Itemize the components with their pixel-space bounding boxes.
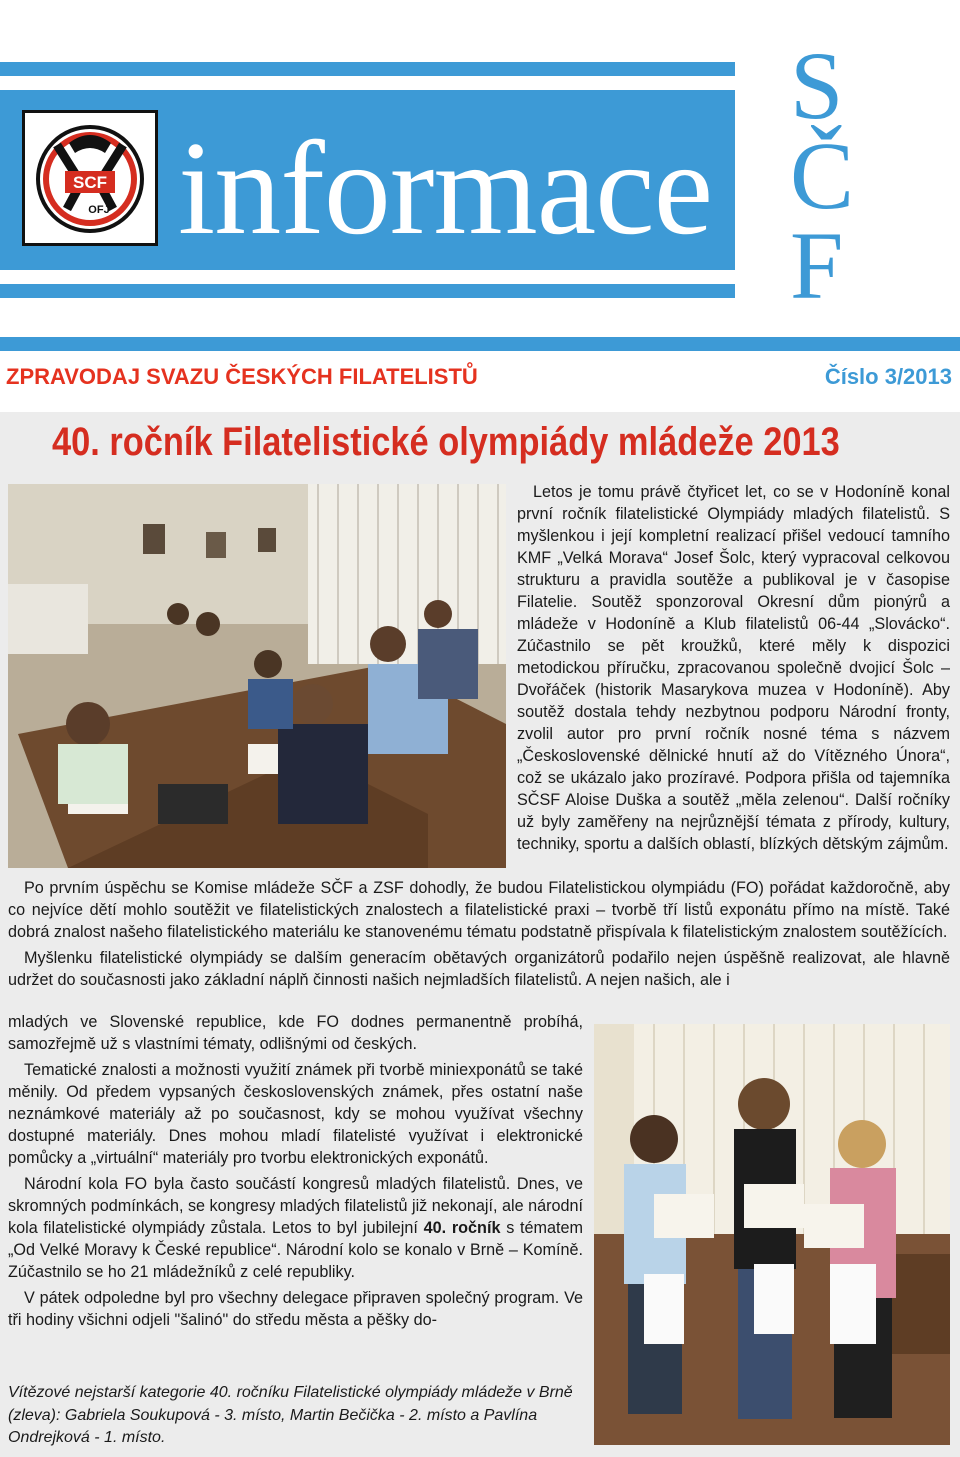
paragraph-5-text-after: s tématem „Od Velké Moravy k České republice“. Národní kolo se konalo v Brně – Komíně. Zúčastnilo se ho 21 mládežníků z celé republiky. bbox=[8, 1219, 583, 1281]
side-letter-c: Č bbox=[790, 122, 855, 229]
svg-text:SCF: SCF bbox=[73, 173, 107, 192]
intro-text: Letos je tomu právě čtyřicet let, co se v Hodoníně konal první ročník filatelistické Olympiády mladých filatelistů. S myšlenkou i její kompletní realizací přišel vedoucí tamního KMF „Velká Morava“ Josef Šolc, který vypracoval celkovou strukturu a pravidla soutěže a publikoval je v časopise Filatelie. Soutěž sponzoroval Okresní dům pionýrů a mládeže v Hodoníně a Klub filatelistů 06-44 „Slovácko“. Zúčastnilo se pět kroužků, které měly k dispozici metodickou příručku, zpracovanou společně dvojicí Šolc – Dvořáček (historik Masarykova muzea v Hodoníně). Aby soutěž dostala tehdy nezbytnou podporu Národní fronty, zvolil autor pro první ročník nosné téma s názvem „Československé dělnické hnutí až do Vítězného Února“, což se ukázalo jako prozíravé. Podpora přišla od tajemníka SČSF Aloise Duška a soutěž „měla zelenou“. Další ročníky už byly zaměřeny na nejrůznější témata z přírody, kultury, techniky, sportu a dalších oblastí, blízkých dětským zájmům. bbox=[517, 483, 950, 853]
paragraph-2: Po prvním úspěchu se Komise mládeže SČF a ZSF dohodly, že budou Filatelistickou olympiádu (FO) pořádat každoročně, aby co nejvíce dětí mohlo soutěžit ve filatelistických znalostech a filatelistické praxi – tvorbě tří listů exponátu přímo na místě. Také dobrá znalost našeho filatelistického materiálu ke stanovenému tématu podstatně přispívala k filatelistickým znalostem soutěžících. bbox=[8, 879, 950, 941]
article-body-full bbox=[8, 877, 950, 991]
article-body-left-column bbox=[8, 1011, 583, 1331]
photo-caption: Vítězové nejstarší kategorie 40. ročníku Filatelistické olympiády mládeže v Brně (zleva): Gabriela Soukupová - 3. místo, Martin Bečička - 2. místo a Pavlína Ondrejková - 1. místo. bbox=[8, 1384, 573, 1446]
paragraph-3a: Myšlenku filatelistické olympiády se dalším generacím obětavých organizátorů podařilo nejen úspěšně realizovat, ale hlavně udržet do současnosti jako základní náplň činnosti našich nejmladších filatelistů. A nejen našich, ale i bbox=[8, 949, 950, 989]
svg-text:OFJ: OFJ bbox=[88, 204, 110, 216]
photo-classroom bbox=[8, 484, 506, 868]
paragraph-3b: mladých ve Slovenské republice, kde FO dodnes permanentně probíhá, samozřejmě už s vlastními tématy, odlišnými od českých. bbox=[8, 1013, 583, 1053]
paragraph-6: V pátek odpoledne byl pro všechny delegace připraven společný program. Ve tři hodiny všichni odjeli "šalinó" do středu města a pěšky do- bbox=[8, 1289, 583, 1329]
photo-winners bbox=[594, 1024, 950, 1445]
header-band-top bbox=[0, 62, 735, 76]
side-letter-s: S bbox=[790, 32, 844, 139]
paragraph-5-text-before: Národní kola FO byla často součástí kongresů mladých filatelistů. Dnes, ve skromných podmínkách, se kongresy mladých filatelistů již nekonají, ale národní kola filatelistické olympiády zůstala. Letos to byl jubilejní bbox=[8, 1175, 583, 1237]
scf-emblem-icon bbox=[25, 113, 155, 243]
side-letter-f: F bbox=[790, 212, 844, 319]
paragraph-5 bbox=[8, 1173, 583, 1283]
header-band-bottom bbox=[0, 284, 735, 298]
newsletter-subtitle: ZPRAVODAJ SVAZU ČESKÝCH FILATELISTŮ bbox=[6, 364, 478, 389]
issue-number: Číslo 3/2013 bbox=[824, 364, 952, 389]
article-intro-paragraph bbox=[517, 481, 950, 855]
paragraph-5-bold: 40. ročník bbox=[423, 1219, 501, 1237]
scf-logo bbox=[22, 110, 158, 246]
article-headline: 40. ročník Filatelistické olympiády mládeže 2013 bbox=[52, 420, 840, 464]
paragraph-4: Tematické znalosti a možnosti využití známek při tvorbě miniexponátů se také měnily. Od předem vypsaných československých známek, přes ostatní naše neznámkové materiály až po současnost, kdy se mohou využívat všechny dostupné materiály. Dnes mohou mladí filatelisté využívat i elektronické pomůcky a „virtuální“ materiály pro tvorbu elektronických exponátů. bbox=[8, 1061, 583, 1167]
masthead-title: informace bbox=[178, 114, 713, 262]
header-band-long bbox=[0, 337, 960, 351]
